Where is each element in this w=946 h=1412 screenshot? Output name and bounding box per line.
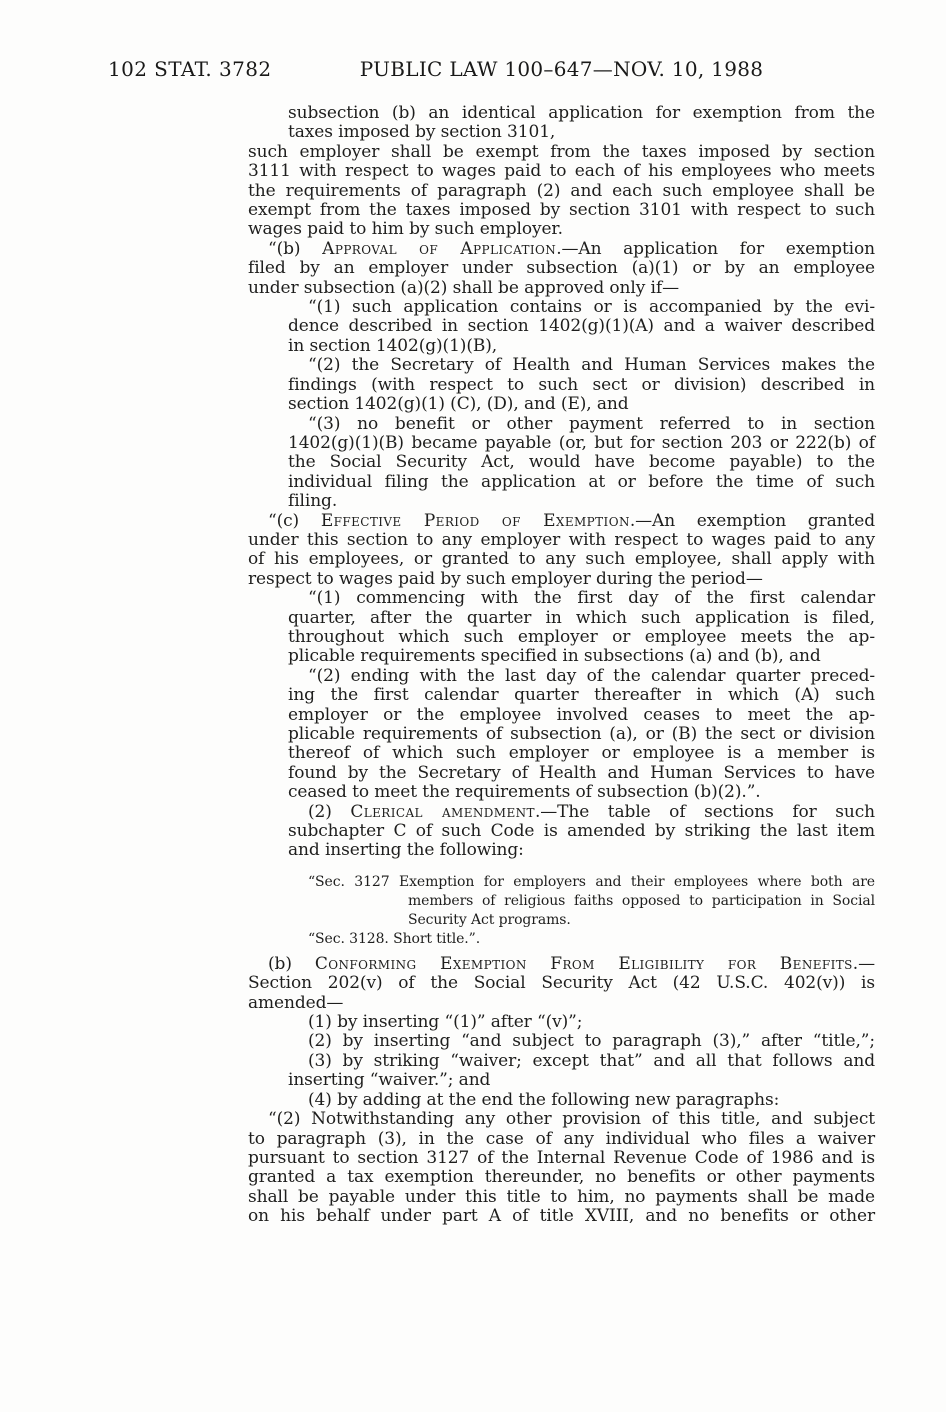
text-line: subsection (b) an identical application for exemption from the — [288, 103, 875, 123]
text-line: “Sec. 3128. Short title.”. — [308, 930, 481, 947]
text-line: 1402(g)(1)(B) became payable (or, but for section 203 or 222(b) of — [288, 432, 875, 453]
text-line: section 1402(g)(1) (C), (D), and (E), and — [288, 394, 629, 415]
text-line: under this section to any employer with respect to wages paid to any — [248, 529, 875, 550]
text-line: Security Act programs. — [408, 911, 571, 928]
text-line: plicable requirements specified in subsections (a) and (b), and — [288, 646, 821, 667]
text-line: employer or the employee involved ceases to meet the ap- — [288, 704, 875, 725]
text-line: to paragraph (3), in the case of any individual who files a waiver — [248, 1128, 875, 1149]
text-line: pursuant to section 3127 of the Internal Revenue Code of 1986 and is — [248, 1147, 875, 1168]
statute-text — [248, 104, 875, 1227]
text-line: 3111 with respect to wages paid to each of his employees who meets — [248, 161, 875, 182]
text-line: “(2) the Secretary of Health and Human Services makes the — [308, 355, 875, 376]
text-line: “(1) such application contains or is accompanied by the evi- — [308, 297, 875, 318]
text-line: found by the Secretary of Health and Human Services to have — [288, 762, 875, 783]
text-line: the requirements of paragraph (2) and each such employee shall be — [248, 180, 875, 201]
text-line: (4) by adding at the end the following new paragraphs: — [308, 1089, 780, 1110]
text-line: the Social Security Act, would have become payable) to the — [288, 452, 875, 473]
text-line: granted a tax exemption thereunder, no benefits or other payments — [248, 1167, 875, 1188]
small-caps-heading: Effective Period of Exemption — [320, 510, 630, 531]
text-line: plicable requirements of subsection (a), or (B) the sect or division — [288, 724, 875, 744]
text-line: (1) by inserting “(1)” after “(v)”; — [308, 1012, 583, 1033]
text-line: “(c) Effective Period of Exemption.—An exemption granted — [268, 510, 875, 531]
small-caps-heading: Approval of Application — [322, 238, 557, 259]
text-line: quarter, after the quarter in which such application is filed, — [288, 607, 875, 628]
stat-citation: 102 STAT. 3782 — [108, 57, 272, 81]
text-line: throughout which such employer or employee meets the ap- — [288, 626, 875, 647]
small-caps-heading: Clerical amendment — [350, 801, 535, 822]
text-line: “(1) commencing with the first day of the first calendar — [308, 588, 875, 609]
text-line: “(3) no benefit or other payment referred to in section — [308, 413, 875, 434]
text-line: inserting “waiver.”; and — [288, 1070, 491, 1091]
text-line: subchapter C of such Code is amended by striking the last item — [288, 821, 875, 842]
text-line: dence described in section 1402(g)(1)(A) and a waiver described — [288, 316, 875, 337]
text-line: (2) Clerical amendment.—The table of sections for such — [308, 801, 875, 822]
text-line: “(b) Approval of Application.—An application for exemption — [268, 238, 876, 259]
small-caps-heading: Conforming Exemption From Eligibility for Benefits — [314, 953, 853, 974]
text-line: and inserting the following: — [288, 840, 524, 861]
text-line: wages paid to him by such employer. — [248, 219, 563, 240]
text-line: filing. — [288, 491, 338, 512]
text-line: thereof of which such employer or employee is a member is — [288, 743, 875, 764]
text-line: “(2) Notwithstanding any other provision of this title, and subject — [268, 1109, 875, 1130]
text-line: “Sec. 3127 Exemption for employers and their employees where both are — [308, 873, 875, 890]
text-line: respect to wages paid by such employer during the period— — [248, 568, 763, 589]
text-line: members of religious faiths opposed to participation in Social — [408, 892, 875, 909]
text-line: exempt from the taxes imposed by section 3101 with respect to such — [248, 200, 875, 221]
text-line: amended— — [248, 992, 344, 1013]
text-line: ceased to meet the requirements of subsection (b)(2).”. — [288, 782, 761, 803]
text-line: filed by an employer under subsection (a)(1) or by an employee — [248, 258, 875, 279]
text-line: of his employees, or granted to any such employee, shall apply with — [248, 549, 875, 570]
text-line: (3) by striking “waiver; except that” and all that follows and — [308, 1050, 875, 1071]
text-line: taxes imposed by section 3101, — [288, 122, 556, 143]
text-line: Section 202(v) of the Social Security Act (42 U.S.C. 402(v)) is — [248, 973, 875, 994]
text-line: in section 1402(g)(1)(B), — [288, 335, 498, 356]
law-title: PUBLIC LAW 100–647—NOV. 10, 1988 — [359, 57, 764, 81]
text-line: “(2) ending with the last day of the calendar quarter preced- — [308, 665, 875, 686]
text-line: ing the first calendar quarter thereafter in which (A) such — [288, 685, 875, 706]
text-line: individual filing the application at or before the time of such — [288, 471, 875, 492]
text-line: findings (with respect to such sect or division) described in — [288, 374, 875, 395]
text-line: (b) Conforming Exemption From Eligibility for Benefits.— — [268, 953, 875, 974]
text-line: (2) by inserting “and subject to paragraph (3),” after “title,”; — [308, 1031, 875, 1052]
text-line: under subsection (a)(2) shall be approved only if— — [248, 277, 679, 298]
text-line: on his behalf under part A of title XVIII, and no benefits or other — [248, 1206, 875, 1227]
text-line: such employer shall be exempt from the taxes imposed by section — [248, 141, 875, 162]
text-line: shall be payable under this title to him, no payments shall be made — [248, 1186, 875, 1207]
